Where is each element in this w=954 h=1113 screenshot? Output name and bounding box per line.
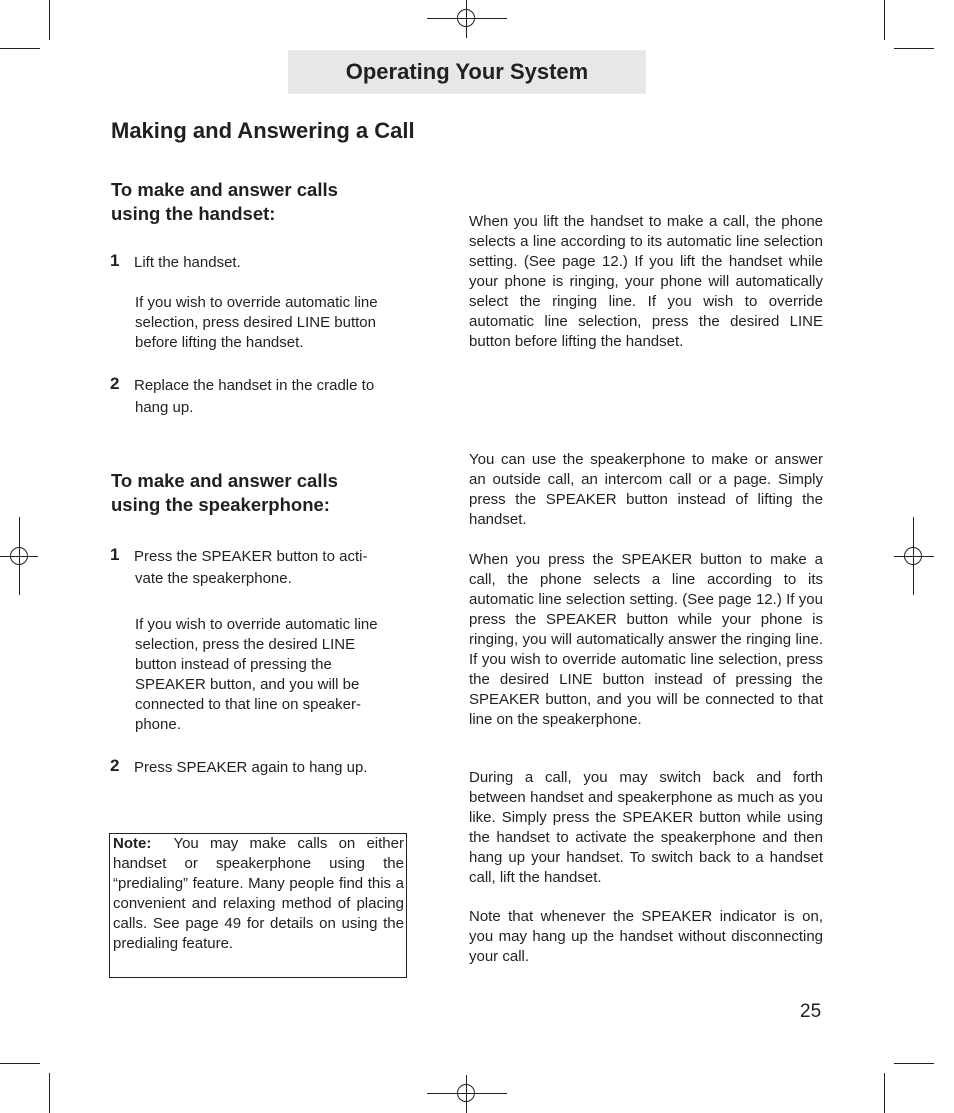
speakerphone-step1-note: If you wish to override automatic line selection, press the desired LINE button instead of pressing the SPEAKER button, and you will be connected to that line on speaker- phone. [135, 616, 378, 733]
note-label: Note: [113, 835, 152, 852]
speakerphone-step1-text: Press the SPEAKER button to acti- vate the speakerphone. [134, 548, 368, 587]
handset-step1-number: 1 [110, 251, 120, 270]
handset-step1-note: If you wish to override automatic line selection, press desired LINE button before lifting the handset. [135, 294, 378, 351]
speakerphone-step1-number: 1 [110, 545, 120, 564]
paragraph-speakerphone-intro: You can use the speakerphone to make or answer an outside call, an intercom call or a page. Simply press the SPEAKER button instead of lifting the handset. [469, 451, 823, 528]
note-text: Note: You may make calls on either handset or speakerphone using the “predialing” feature. Many people find this a convenient and relaxing method of placing calls. See page 49 for details on using the predialing feature. [113, 835, 404, 952]
page-number: 25 [800, 1001, 822, 1022]
chapter-banner [288, 50, 646, 94]
note-box [109, 833, 407, 978]
speakerphone-heading: To make and answer calls using the speakerphone: [111, 470, 338, 515]
speakerphone-step2-number: 2 [110, 756, 120, 775]
speakerphone-step2-text: Press SPEAKER again to hang up. [134, 759, 368, 776]
paragraph-speaker-indicator: Note that whenever the SPEAKER indicator is on, you may hang up the handset without disconnecting your call. [469, 908, 823, 965]
handset-step1-text: Lift the handset. [134, 254, 241, 271]
section-title: Making and Answering a Call [111, 118, 415, 143]
handset-step2-text: Replace the handset in the cradle to hang up. [134, 377, 375, 416]
chapter-title: Operating Your System [345, 59, 589, 84]
handset-heading: To make and answer calls using the handset: [111, 179, 338, 224]
paragraph-speaker-line-selection: When you press the SPEAKER button to make a call, the phone selects a line according to its automatic line selection setting. (See page 12.) If you press the SPEAKER button while your phone is ringing, you will automatically answer the ringing line. If you wish to override automatic line selection, press the desired LINE button instead of pressing the SPEAKER button, and you will be connected to that line on the speakerphone. [469, 551, 823, 728]
handset-step2-number: 2 [110, 374, 120, 393]
paragraph-switching: During a call, you may switch back and forth between handset and speakerphone as much as you like. Simply press the SPEAKER button while using the handset to activate the speakerphone and then hang up your handset. To switch back to a handset call, lift the handset. [469, 769, 823, 886]
paragraph-handset-line-selection: When you lift the handset to make a call, the phone selects a line according to its automatic line selection setting. (See page 12.) If you lift the handset while your phone is ringing, your phone will automatically select the ringing line. If you wish to override automatic line selection, press the desired LINE button before lifting the handset. [469, 213, 823, 350]
